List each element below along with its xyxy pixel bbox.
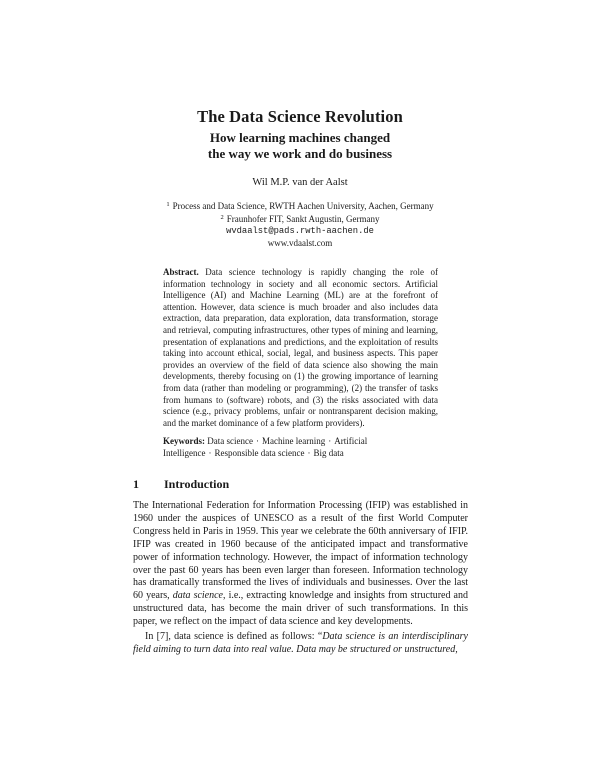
emphasis-data-science: data science xyxy=(172,590,223,602)
abstract-label: Abstract. xyxy=(163,267,199,277)
affiliation-1-mark: 1 xyxy=(166,201,170,208)
author-website[interactable]: www.vdaalst.com xyxy=(267,238,333,248)
affiliation-2 xyxy=(0,212,600,225)
section-title: Introduction xyxy=(164,477,230,491)
keyword: Machine learning xyxy=(261,436,326,446)
quoted-definition: Data science is an interdisciplinary field aiming to turn data into real value. Data may be structured or unstructured, xyxy=(133,631,468,655)
paragraph-1: The International Federation for Information Processing (IFIP) was established in 1960 under the auspices of UNESCO as a result of the first World Computer Congress held in Paris in 1959. This year we celebrate the 60th anniversary of IFIP. IFIP was created in 1960 because of the anticipated impact and transformative power of information technology. However, the impact of information technology over the past 60 years has been even larger than foreseen. Information technology has dramatically transformed the lives of individuals and businesses. Over the last 60 years, data science, i.e., extracting knowledge and insights from structured and unstructured data, has become the main driver of such transformations. In this paper, we reflect on the impact of data science and key developments. xyxy=(133,500,468,628)
abstract xyxy=(163,267,438,429)
affiliation-2-mark: 2 xyxy=(220,214,224,221)
paper-subtitle xyxy=(0,130,600,162)
keyword: Data science xyxy=(207,436,253,446)
affiliation-1 xyxy=(0,199,600,212)
keyword: Artificial Intelligence xyxy=(163,436,368,458)
keywords: Keywords: Data science · Machine learning · Artificial Intelligence · Responsible data science · Big data xyxy=(163,436,368,458)
keyword: Responsible data science xyxy=(214,447,305,458)
section-number: 1 xyxy=(133,477,139,491)
affiliation-1-text: Process and Data Science, RWTH Aachen University, Aachen, Germany xyxy=(172,201,434,211)
citation-link[interactable]: 7 xyxy=(159,631,165,643)
author-name: Wil M.P. van der Aalst xyxy=(252,177,348,188)
keyword: Big data xyxy=(313,447,344,458)
body-text xyxy=(133,500,468,657)
abstract-text: Data science technology is rapidly changing the role of information technology in society and all economic sectors. Artificial Intelligence (AI) and Machine Learning (ML) are at the forefront of attention. However, data science is much broader and also includes data extraction, data preparation, data exploration, data transformation, storage and retrieval, computing infrastructures, other types of mining and learning, presentation of explanations and predictions, and the exploitation of results taking into account ethical, social, legal, and business aspects. This paper provides an overview of the field of data science also showing the main developments, thereby focusing on (1) the growing importance of learning from data (rather than modeling or programming), (2) the transfer of tasks from humans to (software) robots, and (3) the risks associated with data science (e.g., privacy problems, unfair or nontransparent decision making, and the market dominance of a few platform providers). xyxy=(163,267,439,428)
section-heading xyxy=(133,477,229,492)
affiliations xyxy=(0,199,600,249)
paper-title: The Data Science Revolution xyxy=(197,107,403,126)
subtitle-line-1: How learning machines changed xyxy=(209,130,391,145)
subtitle-line-2: the way we work and do business xyxy=(207,146,393,161)
paragraph-2: In [7], data science is defined as follows: “Data science is an interdisciplinary field aiming to turn data into real value. Data may be structured or unstructured, xyxy=(133,631,468,655)
affiliation-2-text: Fraunhofer FIT, Sankt Augustin, Germany xyxy=(226,214,380,224)
author-email[interactable]: wvdaalst@pads.rwth-aachen.de xyxy=(226,226,374,236)
keywords-label: Keywords: xyxy=(163,436,205,446)
